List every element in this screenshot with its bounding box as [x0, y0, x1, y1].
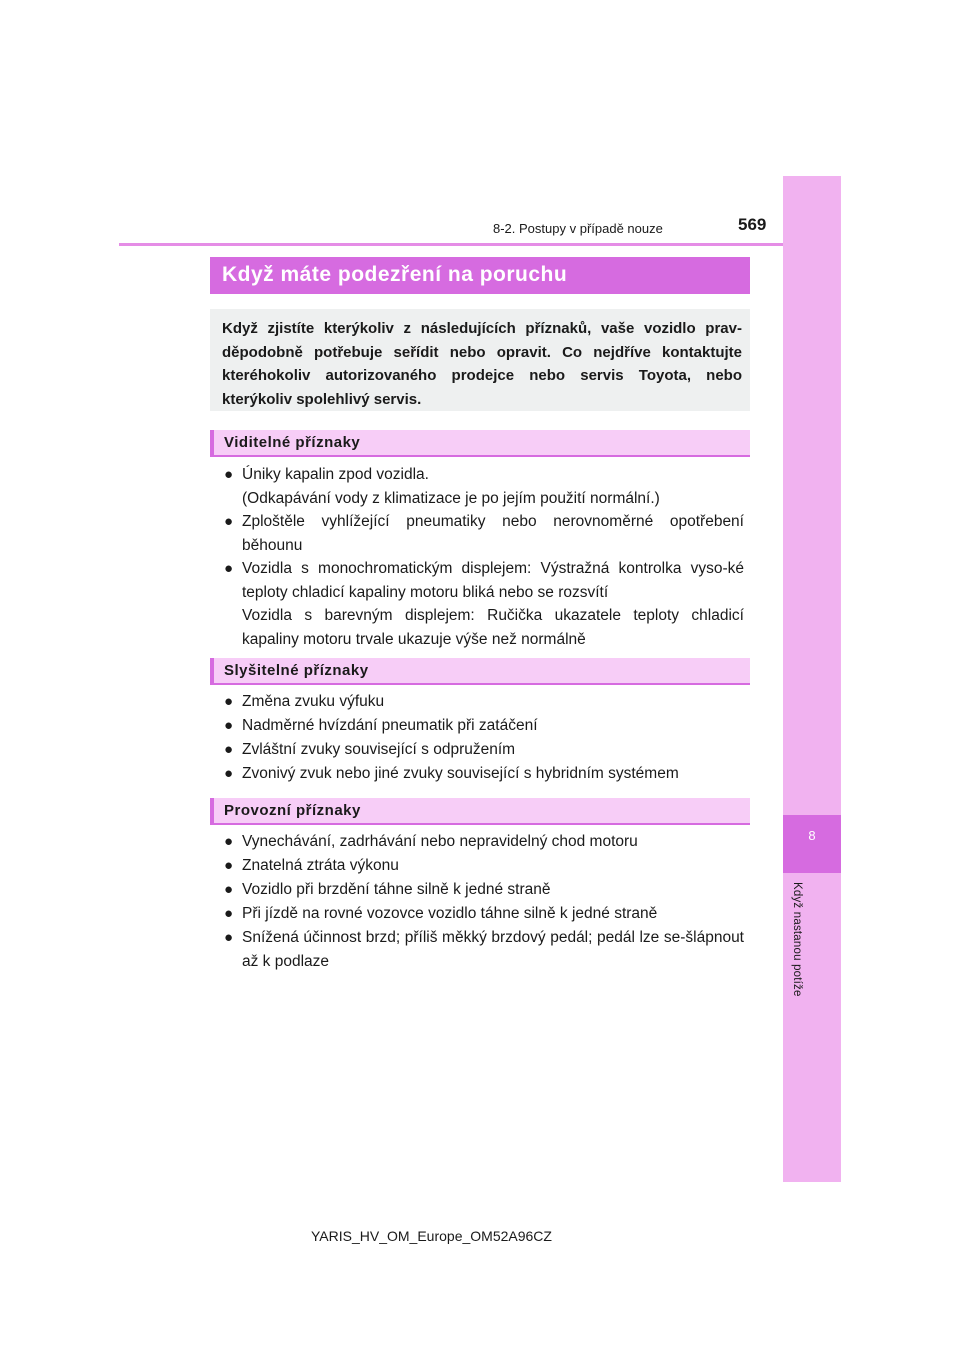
list-item-text: Znatelná ztráta výkonu — [242, 857, 399, 874]
list-item — [224, 463, 744, 510]
list-item-text: Nadměrné hvízdání pneumatik při zatáčení — [242, 717, 538, 734]
list-item-text: Snížená účinnost brzd; příliš měkký brzdový pedál; pedál lze se-šlápnout až k podlaze — [242, 929, 744, 970]
subhead-audible-symptoms — [210, 658, 750, 685]
page-title-box — [210, 257, 750, 294]
bullet-icon: ● — [224, 717, 234, 734]
subhead-label: Viditelné příznaky — [224, 434, 361, 451]
list-item-text: Zploštěle vyhlížející pneumatiky nebo nerovnoměrné opotřebení běhounu — [242, 513, 744, 554]
bullet-icon: ● — [224, 741, 234, 758]
list-item-text: Změna zvuku výfuku — [242, 693, 385, 710]
bullet-icon: ● — [224, 466, 234, 483]
list-item — [224, 926, 744, 973]
subhead-label: Slyšitelné příznaky — [224, 662, 369, 679]
list-item — [224, 854, 744, 878]
page-title: Když máte podezření na poruchu — [222, 263, 568, 286]
list-item — [224, 878, 744, 902]
list-item-text: Při jízdě na rovné vozovce vozidlo táhne silně k jedné straně — [242, 905, 658, 922]
list-item — [224, 902, 744, 926]
bullet-icon: ● — [224, 857, 234, 874]
bullet-icon: ● — [224, 513, 234, 530]
bullet-icon: ● — [224, 929, 234, 946]
intro-text: Když zjistíte kterýkoliv z následujících příznaků, vaše vozidlo prav-děpodobně potřebuje seřídit nebo opravit. Co nejdříve kontaktujte kteréhokoliv autorizovaného prodejce nebo servis Toyota, nebo kterýkoliv spolehlivý servis. — [222, 320, 742, 408]
bullet-icon: ● — [224, 833, 234, 850]
intro-box — [210, 309, 750, 411]
subhead-visible-symptoms — [210, 430, 750, 457]
subhead-label: Provozní příznaky — [224, 802, 361, 819]
list-item — [224, 830, 744, 854]
list-item-text: Zvonivý zvuk nebo jiné zvuky související s hybridním systémem — [242, 765, 679, 782]
list-item — [224, 510, 744, 557]
list-item-text: (Odkapávání vody z klimatizace je po jejím použití normální.) — [242, 489, 660, 507]
list-item — [224, 557, 744, 651]
section-reference: 8-2. Postupy v případě nouze — [493, 221, 663, 236]
chapter-side-tab — [783, 176, 841, 1182]
document-footer-code: YARIS_HV_OM_Europe_OM52A96CZ — [311, 1228, 552, 1244]
bullet-icon: ● — [224, 693, 234, 710]
list-item — [224, 762, 744, 786]
list-item-text: Úniky kapalin zpod vozidla. — [242, 466, 429, 483]
page-number: 569 — [738, 215, 767, 234]
bullet-icon: ● — [224, 881, 234, 898]
list-item — [224, 714, 744, 738]
chapter-number: 8 — [808, 828, 816, 843]
list-item-text: Vozidla s barevným displejem: Ručička ukazatele teploty chladicí kapaliny motoru trvale ukazuje výše než normálně — [242, 607, 744, 648]
list-item-text: Vozidlo při brzdění táhne silně k jedné straně — [242, 881, 551, 898]
list-item — [224, 690, 744, 714]
list-item-text: Zvláštní zvuky související s odpružením — [242, 741, 516, 758]
header-divider — [119, 243, 783, 246]
list-item-text: Vozidla s monochromatickým displejem: Výstražná kontrolka vyso-ké teploty chladicí kapaliny motoru bliká nebo se rozsvítí — [242, 560, 744, 601]
bullet-icon: ● — [224, 560, 234, 577]
bullet-icon: ● — [224, 765, 234, 782]
chapter-side-tab-active — [783, 815, 841, 873]
list-item — [224, 738, 744, 762]
chapter-label: Když nastanou potíže — [791, 882, 803, 997]
bullet-icon: ● — [224, 905, 234, 922]
subhead-operational-symptoms — [210, 798, 750, 825]
list-item-text: Vynechávání, zadrhávání nebo nepravidelný chod motoru — [242, 833, 638, 850]
